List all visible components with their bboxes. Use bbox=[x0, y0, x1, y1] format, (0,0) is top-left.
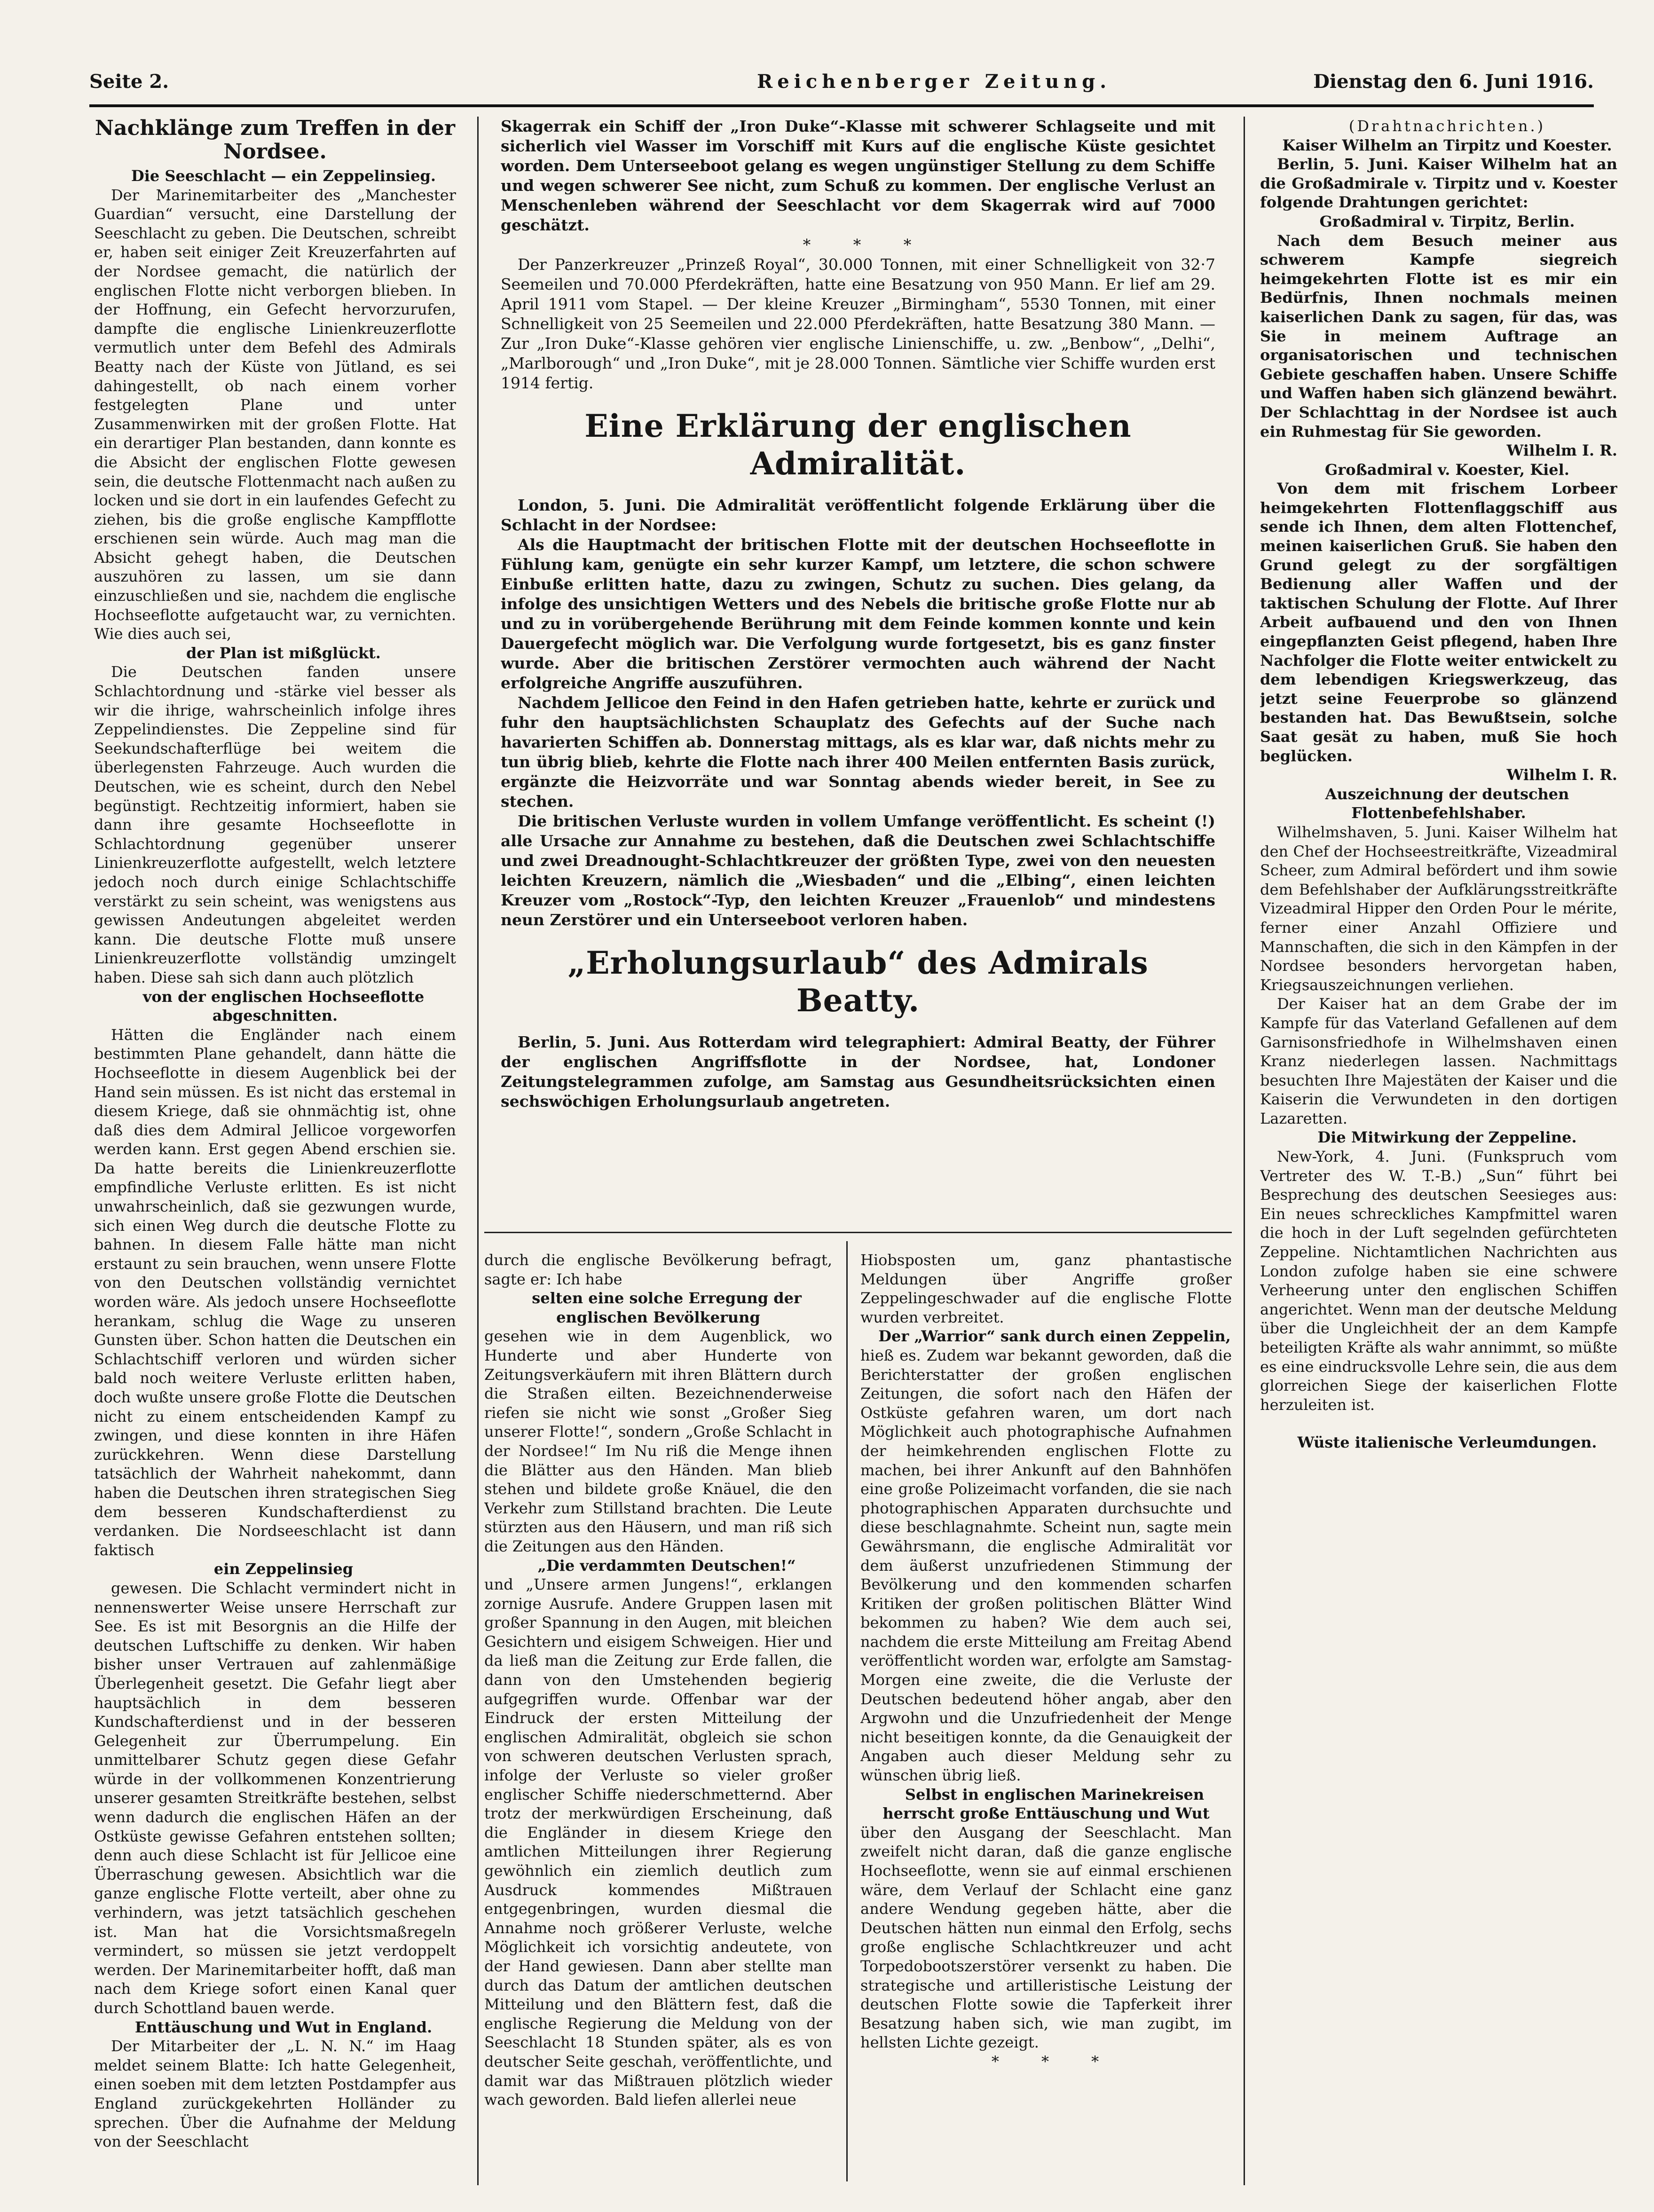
section-heading: ein Zeppelinsieg bbox=[213, 1560, 354, 1578]
paragraph: Hätten die Engländer nach einem bestimmten Plane gehandelt, dann hätte die Hochseeflotte in diesem Augenblick bei der Hand sein müssen. Es ist nicht das erstemal in diesem Kriege, daß sie ohnmächtig ist, ohne daß dies dem Admiral Jellicoe vorgeworfen werden kann. Erst gegen Abend erschien sie. Da hatte bereits die Linienkreuzerflotte empfindliche Verluste erlitten. Es ist nicht unwahrscheinlich, daß sie gezwungen wurde, sich einen Weg durch die deutsche Flotte zu bahnen. In diesem Falle hätte man nicht erstaunt zu sein brauchen, wenn unsere Flotte von den Deutschen vollständig vernichtet worden wäre. Als jedoch unsere Hochseeflotte herankam, schlug die Wage zu unseren Gunsten über. Schon hatten die Deutschen ein Schlachtschiff verloren und würden sicher bald noch weitere Verluste erlitten haben, doch wußte unsere große Flotte die Deutschen nicht zu einem entscheidenden Kampf zu zwingen, und diese konnten in ihre Häfen zurückkehren. Wenn diese Darstellung tatsächlich der Wahrheit nahekommt, dann haben die Deutschen ihren strategischen Sieg dem besseren Kundschafterdienst zu verdanken. Die Nordseeschlacht ist dann faktisch bbox=[94, 1025, 456, 1559]
telegram-address: Großadmiral v. Koester, Kiel. bbox=[1325, 460, 1569, 479]
column-1 bbox=[94, 117, 456, 2185]
column-2a bbox=[484, 1251, 832, 2181]
article-title-nachklaenge: Nachklänge zum Treffen in der Nordsee. bbox=[95, 117, 456, 164]
paragraph: gewesen. Die Schlacht vermindert nicht in nennenswerter Weise unsere Herrschaft zur See. Es ist mit Besorgnis an die Hilfe der deutschen Luftschiffe zu denken. Wir haben bisher unser Vertrauen auf zahlenmäßige Überlegenheit gesetzt. Die Gefahr liegt aber hauptsächlich in dem besseren Kundschafterdienst und in der besseren Gelegenheit zur Überrumpelung. Ein unmittelbarer Schutz gegen diese Gefahr würde in der vollkommenen Konzentrierung unserer gesamten Streitkräfte bestehen, selbst wenn dadurch die englischen Häfen an der Ostküste gewisse Gefahren entstehen sollten; denn auch diese Schlacht ist für Jellicoe eine Überraschung gewesen. Absichtlich war die ganze englische Flotte verteilt, aber ohne zu verhindern, was jetzt tatsächlich geschehen ist. Man hat die Vorsichtsmaßregeln vermindert, so müssen sie jetzt verdoppelt werden. Der Marinemitarbeiter hofft, daß man nach dem Kriege sofort einen Kanal quer durch Schottland bauen werde. bbox=[94, 1579, 456, 2017]
paragraph: Nachdem Jellicoe den Feind in den Hafen getrieben hatte, kehrte er zurück und fuhr den hauptsächlichsten Schauplatz des Gefechts auf der Suche nach havarierten Schiffen ab. Donnerstag mittags, als es klar war, daß nichts mehr zu tun übrig blieb, kehrte die Flotte nach ihrer 400 Meilen entfernten Basis zurück, ergänzte die Heizvorräte und war Sonntag abends wieder bereit, in See zu stechen. bbox=[501, 693, 1215, 811]
section-heading: Selbst in englischen Marinekreisen herrscht große Enttäuschung und Wut bbox=[882, 1785, 1210, 1823]
paragraph: Skagerrak ein Schiff der „Iron Duke“-Klasse mit schwerer Schlagseite und mit sicherlich viel Wasser im Vorschiff mit Kurs auf die englische Küste gesichtet worden. Dem Unterseeboot gelang es wegen ungünstiger Stellung zu dem Schiffe und wegen schwerer See nicht, zum Schuß zu kommen. Der englische Verlust an Menschenleben während der Seeschlacht vor dem Skagerrak wird auf 7000 geschätzt. bbox=[501, 117, 1215, 234]
separator-stars: * * * bbox=[803, 236, 930, 254]
column-rule bbox=[1244, 117, 1245, 2185]
paragraph: Die Deutschen fanden unsere Schlachtordnung und -stärke viel besser als wir die ihrige, wahrscheinlich infolge ihres Zeppelindienstes. Die Zeppeline sind für Seekundschafterflüge bei weitem die überlegensten Fahrzeuge. Auch wurden die Deutschen, wie es scheint, durch den Nebel begünstigt. Rechtzeitig informiert, haben sie dann ihre gesamte Hochseeflotte in Schlachtordnung gegenüber unserer Linienkreuzerflotte aufgestellt, welch letztere jedoch noch durch einige Schlachtschiffe verstärkt zu sein scheint, was wenigstens aus gewissen Andeutungen abgeleitet werden kann. Die deutsche Flotte muß unsere Linienkreuzerflotte vollständig umzingelt haben. Diese sah sich dann auch plötzlich bbox=[94, 663, 456, 986]
section-heading: von der englischen Hochseeflotte abgeschnitten. bbox=[142, 987, 425, 1025]
paragraph: und „Unsere armen Jungens!“, erklangen zornige Ausrufe. Andere Gruppen lasen mit großer Spannung in den Augen, mit bleichen Gesichtern und eisigem Schweigen. Hier und da ließ man die Zeitung zur Erde fallen, die dann von den Umstehenden begierig aufgegriffen wurde. Offenbar war der Eindruck der ersten Mitteilung der englischen Admiralität, obgleich sie schon von schweren deutschen Verlusten sprach, infolge der Verluste so vieler großer englischer Schiffe niederschmetternd. Aber trotz der merkwürdigen Erscheinung, daß die Engländer in diesem Kriege den amtlichen Mitteilungen ihrer Regierung gewöhnlich ein ziemlich deutlich zum Ausdruck kommendes Mißtrauen entgegenbringen, wurden diesmal die Annahme noch größerer Verluste, welche Möglichkeit ich vorsichtig andeutete, von der Hand gewiesen. Dann aber stellte man durch das Datum der amtlichen deutschen Mitteilung und den Blättern fest, daß die englische Regierung die Meldung von der Seeschlacht 18 Stunden später, als es von deutscher Seite geschah, veröffentlichte, und damit war das Mißtrauen plötzlich wieder wach geworden. Bald liefen allerlei neue bbox=[484, 1575, 832, 2109]
paragraph: Der Panzerkreuzer „Prinzeß Royal“, 30.000 Tonnen, mit einer Schnelligkeit von 32·7 Seemeilen und 70.000 Pferdekräften, hatte eine Besatzung von 950 Mann. Er lief am 29. April 1911 vom Stapel. — Der kleine Kreuzer „Birmingham“, 5530 Tonnen, mit einer Schnelligkeit von 25 Seemeilen und 22.000 Pferdekräften, hatte Besatzung 380 Mann. — Zur „Iron Duke“-Klasse gehören vier englische Linienschiffe, u. zw. „Benbow“, „Delhi“, „Marlborough“ und „Iron Duke“, mit je 28.000 Tonnen. Sämtliche vier Schiffe wurden erst 1914 fertig. bbox=[501, 255, 1215, 392]
paragraph: Wilhelmshaven, 5. Juni. Kaiser Wilhelm hat den Chef der Hochseestreitkräfte, Vizeadmiral Scheer, zum Admiral befördert und ihm sowie dem Befehlshaber der Aufklärungsstreitkräfte Vizeadmiral Hipper den Orden Pour le mérite, ferner einer Anzahl Offiziere und Mannschaften, die sich in den Kämpfen in der Nordsee besonders hervorgetan haben, Kriegsauszeichnungen verliehen. bbox=[1260, 823, 1617, 994]
kicker: (Drahtnachrichten.) bbox=[1348, 117, 1546, 135]
paragraph: gesehen wie in dem Augenblick, wo Hunderte und aber Hunderte von Zeitungsverkäufern mit ihren Blättern durch die Straßen eilten. Bezeichnenderweise riefen sie nicht wie sonst „Großer Sieg unserer Flotte!“, sondern „Große Schlacht in der Nordsee!“ Im Nu riß die Menge ihnen die Blätter aus den Händen. Man blieb stehen und bildete große Knäuel, die den Verkehr zum Stillstand brachten. Die Leute stürzten aus den Häusern, und man riß sich die Zeitungen aus den Händen. bbox=[484, 1327, 832, 1555]
paragraph: Von dem mit frischem Lorbeer heimgekehrten Flottenflaggschiff aus sende ich Ihnen, dem alten Flottenchef, meinen kaiserlichen Gruß. Sie haben den Grund gelegt zu der sorgfältigen Bedienung aller Waffen und der taktischen Schulung der Flotte. Auf Ihrer Arbeit aufbauend und den von Ihnen eingepflanzten Geist pflegend, haben Ihre Nachfolger die Flotte weiter entwickelt zu dem lebendigen Kriegswerkzeug, das jetzt seine Feuerprobe so glänzend bestanden hat. Das Bewußtsein, solche Saat gesät zu haben, muß Sie hoch beglücken. bbox=[1260, 480, 1617, 765]
section-heading: Auszeichnung der deutschen Flottenbefehlshaber. bbox=[1325, 785, 1569, 822]
header-rule bbox=[89, 104, 1594, 107]
paragraph: Die britischen Verluste wurden in vollem Umfange veröffentlicht. Es scheint (!) alle Ursache zur Annahme zu bestehen, daß die Deutschen zwei Schlachtschiffe und zwei Dreadnought-Schlachtkreuzer der größten Type, zwei von den neuesten leichten Kreuzern, nämlich die „Wiesbaden“ und die „Elbing“, einen leichten Kreuzer vom „Rostock“-Typ, den leichten Kreuzer „Frauenlob“ und mindestens neun Zerstörer und ein Unterseeboot verloren haben. bbox=[501, 812, 1215, 929]
paragraph: London, 5. Juni. Die Admiralität veröffentlicht folgende Erklärung über die Schlacht in der Nordsee: bbox=[501, 496, 1215, 534]
paragraph: über den Ausgang der Seeschlacht. Man zweifelt nicht daran, daß die ganze englische Hochseeflotte, wenn sie auf einmal erschienen wäre, dem Verlauf der Schlacht eine ganz andere Wendung gegeben hätte, aber die Deutschen hätten nun einmal den Erfolg, sechs große englische Schlachtkreuzer und acht Torpedobootszerstörer versenkt zu haben. Die strategische und artilleristische Leistung der deutschen Flotte sowie die Tapferkeit ihrer Besatzung haben sich, wie man zugibt, im hellsten Lichte gezeigt. bbox=[860, 1823, 1232, 2052]
paragraph: hieß es. Zudem war bekannt geworden, daß die Berichterstatter der großen englischen Zeitungen, die sofort nach den Häfen der Ostküste gefahren waren, um dort nach Möglichkeit auch photographische Aufnahmen der heimkehrenden englischen Flotte zu machen, bei ihrer Ankunft auf den Bahnhöfen eine große Polizeimacht vorfanden, die sie nach photographischen Apparaten durchsuchte und diese beschlagnahmte. Scheint nun, sagte mein Gewährsmann, die englische Admiralität vor dem äußerst unzufriedenen Stimmung der Bevölkerung und den kommenden scharfen Kritiken der großen politischen Blätter Wind bekommen zu haben? Wie dem auch sei, nachdem die erste Mitteilung am Freitag Abend veröffentlicht worden war, erfolgte am Samstag-Morgen eine zweite, die die Verluste der Deutschen bedeutend höher angab, aber den Argwohn und die Unzufriedenheit der Menge nicht beseitigen konnte, da die Genauigkeit der Angaben auch dieser Meldung sehr zu wünschen übrig ließ. bbox=[860, 1346, 1232, 1785]
headline-beatty: „Erholungsurlaub“ des Admirals Beatty. bbox=[567, 945, 1149, 1019]
paragraph: Nach dem Besuch meiner aus schwerem Kampfe siegreich heimgekehrten Flotte ist es mir ein Bedürfnis, Ihnen nochmals meinen kaiserlichen Dank zu sagen, für das, was Sie in meinem Auftrage an organisatorischen und technischen Gebiete geschaffen haben. Unsere Schiffe und Waffen haben sich glänzend bewährt. Der Schlachttag in der Nordsee ist auch ein Ruhmestag für Sie geworden. bbox=[1260, 231, 1617, 441]
section-heading: Die Seeschlacht — ein Zeppelinsieg. bbox=[131, 167, 436, 185]
signature: Wilhelm I. R. bbox=[1506, 766, 1617, 784]
paragraph: Hiobsposten um, ganz phantastische Meldungen über Angriffe großer Zeppelingeschwader auf die englische Flotte wurden verbreitet. bbox=[860, 1251, 1232, 1326]
separator-stars: * * * bbox=[991, 2052, 1118, 2070]
paragraph: Der Mitarbeiter der „L. N. N.“ im Haag meldet seinem Blatte: Ich hatte Gelegenheit, einen soeben mit dem letzten Postdampfer aus England zurückgekehrten Holländer zu sprechen. Über die Aufnahme der Meldung von der Seeschlacht bbox=[94, 2037, 456, 2151]
section-rule bbox=[484, 1232, 1232, 1233]
paragraph: Als die Hauptmacht der britischen Flotte mit der deutschen Hochseeflotte in Fühlung kam, genügte ein sehr kurzer Kampf, um letztere, die schon schwere Einbuße erlitten hatte, dazu zu zwingen, Schutz zu suchen. Dies gelang, da infolge des unsichtigen Wetters und des Nebels die britische große Flotte nur ab und zu in vorübergehende Berührung mit dem Feinde kommen konnte und kein Dauergefecht möglich war. Die Verfolgung wurde fortgesetzt, bis es ganz finster wurde. Aber die britischen Zerstörer vermochten auch während der Nacht erfolgreiche Angriffe auszuführen. bbox=[501, 535, 1215, 692]
issue-date: Dienstag den 6. Juni 1916. bbox=[1313, 71, 1594, 93]
section-heading: selten eine solche Erregung der englischen Bevölkerung bbox=[532, 1289, 802, 1326]
column-rule bbox=[477, 117, 479, 2185]
paragraph: Der Marinemitarbeiter des „Manchester Guardian“ versucht, eine Darstellung der Seeschlacht zu geben. Die Deutschen, schreibt er, haben seit einiger Zeit Kreuzerfahrten auf der Nordsee gemacht, die natürlich der englischen Flotte nicht verborgen blieben. In der Hoffnung, ein Gefecht hervorzurufen, dampfte die englische Linienkreuzerflotte vermutlich unter dem Befehl des Admirals Beatty nach der Küste von Jütland, es sei dahingestellt, ob nach einem vorher festgelegten Plane und unter Zusammenwirken mit der großen Flotte. Hat ein derartiger Plan bestanden, dann konnte es die Absicht der englischen Flotte gewesen sein, die deutsche Flottenmacht nach außen zu locken und sie dort in ein laufendes Gefecht zu ziehen, bis die große englische Kampfflotte erschienen sein würde. Auch mag man die Absicht gehegt haben, die Deutschen auszuhören zu lassen, um sie dann einzuschließen und sie, nachdem die englische Hochseeflotte aufgetaucht war, zu vernichten. Wie dies auch sei, bbox=[94, 186, 456, 643]
section-heading: Enttäuschung und Wut in England. bbox=[134, 2018, 433, 2036]
signature: Wilhelm I. R. bbox=[1506, 441, 1617, 460]
paragraph: Berlin, 5. Juni. Kaiser Wilhelm hat an die Großadmirale v. Tirpitz und v. Koester folgende Drahtungen gerichtet: bbox=[1260, 155, 1617, 212]
paragraph: durch die englische Bevölkerung befragt, sagte er: Ich habe bbox=[484, 1251, 832, 1288]
section-heading: Der „Warrior“ sank durch einen Zeppelin, bbox=[878, 1327, 1231, 1346]
column-2-wide bbox=[501, 117, 1215, 1221]
paragraph: Der Kaiser hat an dem Grabe der im Kampfe für das Vaterland Gefallenen auf dem Garnisonsfriedhofe in Wilhelmshaven einen Kranz niederlegen lassen. Nachmittags besuchten Ihre Majestäten der Kaiser und die Kaiserin die Verwundeten in den dortigen Lazaretten. bbox=[1260, 995, 1617, 1127]
section-heading: „Die verdammten Deutschen!“ bbox=[537, 1556, 796, 1574]
page-header bbox=[89, 71, 1594, 99]
telegram-address: Großadmiral v. Tirpitz, Berlin. bbox=[1319, 212, 1575, 230]
section-heading: Kaiser Wilhelm an Tirpitz und Koester. bbox=[1282, 136, 1612, 154]
paragraph: New-York, 4. Juni. (Funkspruch vom Vertreter des W. T.-B.) „Sun“ führt bei Besprechung des deutschen Seesieges aus: Ein neues schreckliches Kampfmittel waren die hoch in der Luft segelnden gefürchteten Zeppeline. Nichtamtlichen Nachrichten aus London zufolge haben sie eine schwere Verheerung unter den englischen Schiffen angerichtet. Wenn man der deutsche Meldung über die Ungleichheit der an dem Kampfe beteiligten Kräfte als wahr annimmt, so müßte es eine eindrucksvolle Lehre sein, die aus dem glorreichen Siege der kaiserlichen Flotte herzuleiten ist. bbox=[1260, 1148, 1617, 1414]
column-rule bbox=[846, 1241, 848, 2181]
newspaper-masthead: Reichenberger Zeitung. bbox=[757, 71, 1111, 93]
paragraph: Berlin, 5. Juni. Aus Rotterdam wird telegraphiert: Admiral Beatty, der Führer der englischen Angriffsflotte in der Nordsee, hat, Londoner Zeitungstelegrammen zufolge, am Samstag aus Gesundheitsrücksichten einen sechswöchigen Erholungsurlaub angetreten. bbox=[501, 1033, 1215, 1110]
section-heading: der Plan ist mißglückt. bbox=[186, 644, 381, 662]
section-heading: Die Mitwirkung der Zeppeline. bbox=[1317, 1128, 1577, 1147]
column-3 bbox=[1260, 117, 1617, 2185]
column-2b bbox=[860, 1251, 1232, 2181]
page-number: Seite 2. bbox=[89, 71, 169, 93]
section-heading: Wüste italienische Verleumdungen. bbox=[1297, 1433, 1597, 1452]
headline-admiralitaet: Eine Erklärung der englischen Admiralität. bbox=[584, 408, 1132, 482]
